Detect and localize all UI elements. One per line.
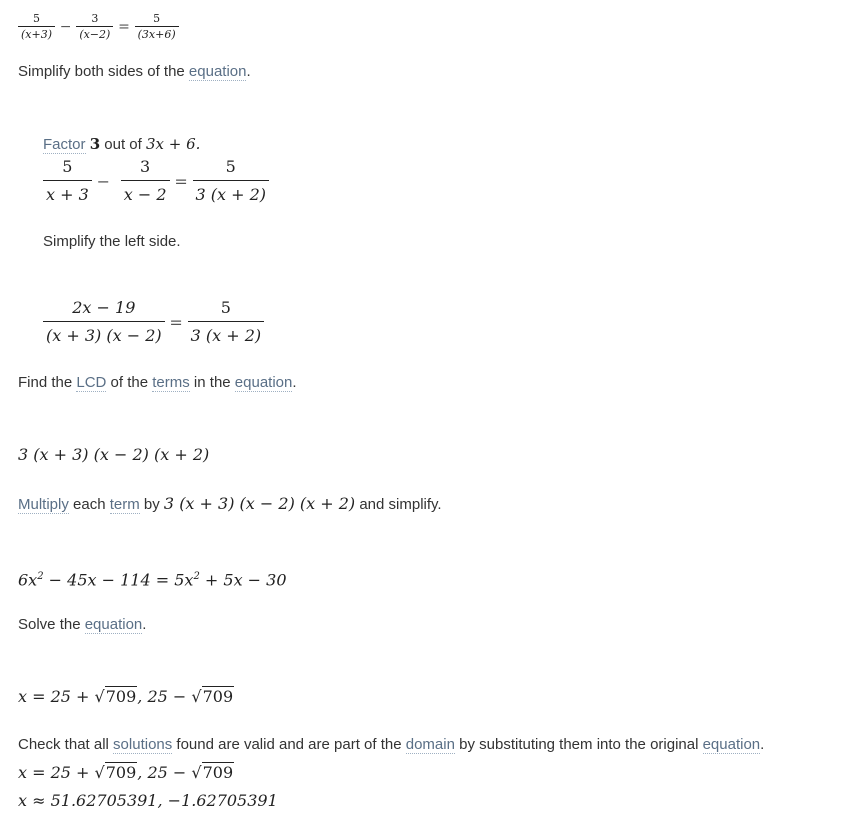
substep-simplify-left bbox=[43, 232, 181, 252]
solution-mid: , 25 − bbox=[137, 687, 192, 706]
numerator: 5 bbox=[33, 12, 40, 25]
fraction-term-3 bbox=[193, 156, 270, 206]
equation-link[interactable]: equation bbox=[188, 63, 247, 80]
step-text: each bbox=[68, 496, 110, 513]
fraction-term-2 bbox=[121, 156, 170, 206]
factor-value: 3 bbox=[89, 135, 101, 153]
lcd-link[interactable]: LCD bbox=[76, 374, 107, 391]
step-check bbox=[18, 735, 764, 755]
equation-link[interactable]: equation bbox=[234, 374, 293, 391]
exponent: 2 bbox=[37, 571, 44, 582]
equals-sign: = bbox=[118, 18, 130, 35]
minus-sign: − bbox=[96, 171, 110, 191]
step-text: found are valid and are part of the bbox=[172, 736, 406, 753]
radical-icon: √ bbox=[94, 687, 105, 706]
numerator: 5 bbox=[220, 298, 231, 317]
equation-link[interactable]: equation bbox=[702, 736, 761, 753]
exponent: 2 bbox=[193, 571, 200, 582]
step-text-end: . bbox=[760, 736, 765, 753]
numerator: 5 bbox=[62, 157, 73, 176]
radical-icon: √ bbox=[191, 763, 202, 782]
term: 6x bbox=[18, 570, 38, 590]
numerator: 5 bbox=[153, 12, 161, 25]
minus-sign: − bbox=[59, 18, 72, 35]
step-text: Find the bbox=[18, 374, 77, 391]
denominator: x − 2 bbox=[121, 180, 170, 206]
radicand: 709 bbox=[105, 687, 137, 706]
fraction-right bbox=[188, 297, 265, 347]
numerator: 2x − 19 bbox=[72, 298, 136, 317]
sqrt-1 bbox=[95, 762, 138, 784]
multiplier-expression: 3 (x + 3) (x − 2) (x + 2) bbox=[163, 494, 356, 513]
solution-lhs: x = 25 + bbox=[18, 687, 95, 706]
simplified-equation bbox=[43, 297, 264, 347]
lcd-expression: 3 (x + 3) (x − 2) (x + 2) bbox=[18, 445, 210, 464]
step-simplify-both-sides bbox=[18, 62, 251, 82]
denominator: (x + 3) (x − 2) bbox=[43, 321, 165, 347]
fraction-term-1 bbox=[43, 156, 92, 206]
factor-link[interactable]: Factor bbox=[43, 136, 86, 153]
solution-lhs: x = 25 + bbox=[18, 763, 95, 782]
domain-link[interactable]: domain bbox=[405, 736, 455, 753]
denominator: x + 3 bbox=[43, 180, 92, 206]
numerator: 3 bbox=[140, 157, 151, 176]
step-solve bbox=[18, 615, 146, 635]
step-text-end: and simplify. bbox=[355, 496, 442, 513]
step-text: of the bbox=[106, 374, 153, 391]
term-link[interactable]: term bbox=[109, 496, 140, 513]
substep-text: Simplify the left side. bbox=[43, 233, 181, 250]
numerator: 3 bbox=[91, 12, 99, 25]
step-text-end: . bbox=[292, 374, 297, 391]
sqrt-2 bbox=[191, 762, 234, 784]
polynomial-equation bbox=[18, 566, 287, 591]
equals-sign: = bbox=[169, 312, 183, 332]
fraction-term-3 bbox=[135, 12, 179, 41]
multiply-link[interactable]: Multiply bbox=[18, 496, 69, 513]
sqrt-1 bbox=[95, 686, 138, 708]
fraction-term-1 bbox=[18, 12, 55, 41]
term: + 5x − 30 bbox=[199, 570, 287, 590]
radicand: 709 bbox=[202, 763, 234, 782]
denominator: 3 (x + 2) bbox=[193, 180, 270, 206]
denominator: (x−2) bbox=[76, 26, 113, 41]
step-find-lcd bbox=[18, 373, 297, 393]
solution-mid: , 25 − bbox=[137, 763, 192, 782]
numerator: 5 bbox=[225, 157, 236, 176]
step-text-end: . bbox=[142, 616, 147, 633]
step-multiply bbox=[18, 494, 442, 515]
solution-approx: x ≈ 51.62705391, −1.62705391 bbox=[18, 791, 278, 810]
solutions-link[interactable]: solutions bbox=[113, 736, 173, 753]
step-text: Solve the bbox=[18, 616, 85, 633]
factored-equation bbox=[43, 156, 269, 206]
radical-icon: √ bbox=[191, 687, 202, 706]
step-text-end: . bbox=[246, 63, 251, 80]
fraction-term-2 bbox=[76, 12, 113, 41]
term: − 45x − 114 = 5x bbox=[43, 570, 194, 590]
step-text: by substituting them into the original bbox=[454, 736, 703, 753]
step-text: Simplify both sides of the bbox=[18, 63, 189, 80]
substep-text: out of bbox=[100, 136, 146, 153]
denominator: (x+3) bbox=[18, 26, 55, 41]
step-text: Check that all bbox=[18, 736, 114, 753]
equals-sign: = bbox=[174, 171, 188, 191]
step-text: by bbox=[139, 496, 164, 513]
solution-exact-check bbox=[18, 762, 234, 784]
solution-exact bbox=[18, 686, 234, 708]
substep-factor bbox=[43, 134, 200, 155]
radicand: 709 bbox=[202, 687, 234, 706]
radicand: 709 bbox=[105, 763, 137, 782]
equation-link[interactable]: equation bbox=[84, 616, 143, 633]
step-text: in the bbox=[189, 374, 235, 391]
radical-icon: √ bbox=[94, 763, 105, 782]
sqrt-2 bbox=[191, 686, 234, 708]
factor-expression: 3x + 6. bbox=[146, 135, 201, 153]
fraction-left bbox=[43, 297, 165, 347]
original-equation bbox=[18, 12, 179, 41]
denominator: 3 (x + 2) bbox=[188, 321, 265, 347]
terms-link[interactable]: terms bbox=[152, 374, 190, 391]
denominator: (3x+6) bbox=[135, 26, 179, 41]
